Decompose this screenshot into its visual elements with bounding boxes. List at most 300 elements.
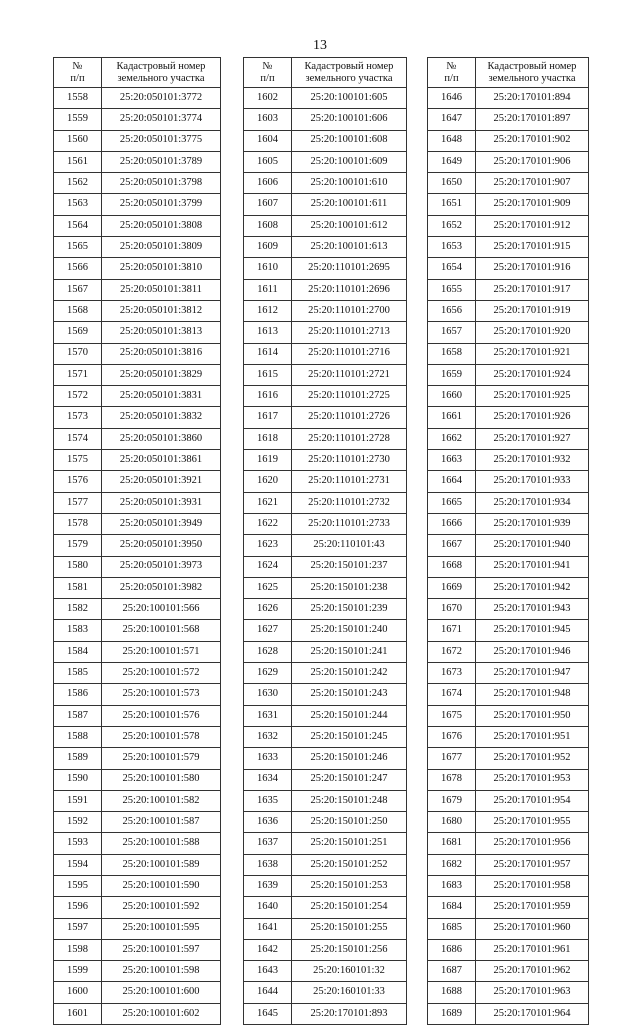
- cadastral-number-cell: 25:20:170101:897: [476, 109, 589, 130]
- table-row: [54, 450, 221, 471]
- row-number-cell: 1689: [428, 1003, 476, 1024]
- cadastral-number-cell: 25:20:170101:940: [476, 535, 589, 556]
- table-row: [244, 535, 407, 556]
- row-number-cell: 1601: [54, 1003, 102, 1024]
- table-row: [244, 322, 407, 343]
- table-row: [244, 812, 407, 833]
- row-number-cell: 1654: [428, 258, 476, 279]
- cadastral-number-cell: 25:20:150101:248: [292, 790, 407, 811]
- row-number-cell: 1619: [244, 450, 292, 471]
- row-number-cell: 1558: [54, 88, 102, 109]
- row-number-cell: 1664: [428, 471, 476, 492]
- table-row: [54, 1003, 221, 1024]
- cadastral-number-cell: 25:20:150101:247: [292, 769, 407, 790]
- row-number-cell: 1673: [428, 663, 476, 684]
- cadastral-number-cell: 25:20:110101:2695: [292, 258, 407, 279]
- cadastral-number-cell: 25:20:050101:3931: [102, 492, 221, 513]
- table-row: [428, 88, 589, 109]
- row-number-cell: 1645: [244, 1003, 292, 1024]
- table-row: [54, 88, 221, 109]
- table-row: [244, 577, 407, 598]
- cadastral-number-cell: 25:20:050101:3950: [102, 535, 221, 556]
- cadastral-number-cell: 25:20:170101:942: [476, 577, 589, 598]
- row-number-cell: 1647: [428, 109, 476, 130]
- table-row: [428, 1003, 589, 1024]
- table-row: [244, 513, 407, 534]
- table-row: [54, 854, 221, 875]
- table-row: [428, 748, 589, 769]
- row-number-cell: 1651: [428, 194, 476, 215]
- cadastral-number-cell: 25:20:150101:245: [292, 726, 407, 747]
- cadastral-number-cell: 25:20:110101:2700: [292, 300, 407, 321]
- row-number-cell: 1571: [54, 364, 102, 385]
- cadastral-number-cell: 25:20:100101:610: [292, 173, 407, 194]
- cadastral-number-cell: 25:20:100101:579: [102, 748, 221, 769]
- cadastral-number-cell: 25:20:100101:590: [102, 875, 221, 896]
- row-number-cell: 1672: [428, 641, 476, 662]
- cadastral-number-cell: 25:20:170101:953: [476, 769, 589, 790]
- table-row: [244, 237, 407, 258]
- table-row: [428, 897, 589, 918]
- row-number-cell: 1602: [244, 88, 292, 109]
- table-row: [54, 130, 221, 151]
- row-number-cell: 1590: [54, 769, 102, 790]
- header-cadastral: Кадастровый номер земельного участка: [102, 58, 221, 88]
- row-number-cell: 1614: [244, 343, 292, 364]
- cadastral-number-cell: 25:20:050101:3860: [102, 428, 221, 449]
- cadastral-number-cell: 25:20:170101:945: [476, 620, 589, 641]
- cadastral-number-cell: 25:20:110101:2726: [292, 407, 407, 428]
- table-row: [428, 620, 589, 641]
- row-number-cell: 1573: [54, 407, 102, 428]
- cadastral-number-cell: 25:20:170101:946: [476, 641, 589, 662]
- row-number-cell: 1568: [54, 300, 102, 321]
- cadastral-number-cell: 25:20:110101:43: [292, 535, 407, 556]
- table-row: [244, 790, 407, 811]
- row-number-cell: 1592: [54, 812, 102, 833]
- cadastral-number-cell: 25:20:160101:32: [292, 961, 407, 982]
- cadastral-number-cell: 25:20:050101:3798: [102, 173, 221, 194]
- cadastral-number-cell: 25:20:100101:605: [292, 88, 407, 109]
- cadastral-number-cell: 25:20:050101:3816: [102, 343, 221, 364]
- row-number-cell: 1606: [244, 173, 292, 194]
- row-number-cell: 1639: [244, 875, 292, 896]
- row-number-cell: 1564: [54, 215, 102, 236]
- table-row: [428, 684, 589, 705]
- row-number-cell: 1643: [244, 961, 292, 982]
- table-row: [54, 599, 221, 620]
- table-row: [54, 364, 221, 385]
- table-row: [54, 343, 221, 364]
- table-row: [244, 109, 407, 130]
- row-number-cell: 1594: [54, 854, 102, 875]
- row-number-cell: 1688: [428, 982, 476, 1003]
- row-number-cell: 1598: [54, 939, 102, 960]
- cadastral-number-cell: 25:20:110101:2713: [292, 322, 407, 343]
- cadastral-number-cell: 25:20:100101:578: [102, 726, 221, 747]
- cadastral-number-cell: 25:20:170101:956: [476, 833, 589, 854]
- row-number-cell: 1646: [428, 88, 476, 109]
- table-row: [428, 237, 589, 258]
- cadastral-number-cell: 25:20:150101:255: [292, 918, 407, 939]
- row-number-cell: 1684: [428, 897, 476, 918]
- row-number-cell: 1597: [54, 918, 102, 939]
- cadastral-number-cell: 25:20:170101:952: [476, 748, 589, 769]
- table-row: [428, 300, 589, 321]
- cadastral-number-cell: 25:20:100101:576: [102, 705, 221, 726]
- row-number-cell: 1617: [244, 407, 292, 428]
- cadastral-number-cell: 25:20:150101:254: [292, 897, 407, 918]
- row-number-cell: 1582: [54, 599, 102, 620]
- row-number-cell: 1585: [54, 663, 102, 684]
- table-row: [428, 471, 589, 492]
- cadastral-number-cell: 25:20:170101:893: [292, 1003, 407, 1024]
- table-row: [54, 194, 221, 215]
- cadastral-number-cell: 25:20:170101:906: [476, 151, 589, 172]
- cadastral-number-cell: 25:20:150101:238: [292, 577, 407, 598]
- row-number-cell: 1679: [428, 790, 476, 811]
- table-row: [54, 300, 221, 321]
- cadastral-number-cell: 25:20:110101:2732: [292, 492, 407, 513]
- cadastral-number-cell: 25:20:170101:915: [476, 237, 589, 258]
- table-row: [428, 322, 589, 343]
- table-row: [428, 386, 589, 407]
- table-row: [428, 599, 589, 620]
- row-number-cell: 1577: [54, 492, 102, 513]
- table-row: [428, 961, 589, 982]
- table-row: [428, 279, 589, 300]
- cadastral-number-cell: 25:20:170101:927: [476, 428, 589, 449]
- cadastral-number-cell: 25:20:050101:3982: [102, 577, 221, 598]
- table-row: [54, 237, 221, 258]
- row-number-cell: 1627: [244, 620, 292, 641]
- row-number-cell: 1608: [244, 215, 292, 236]
- cadastral-number-cell: 25:20:170101:934: [476, 492, 589, 513]
- row-number-cell: 1685: [428, 918, 476, 939]
- row-number-cell: 1621: [244, 492, 292, 513]
- row-number-cell: 1638: [244, 854, 292, 875]
- row-number-cell: 1580: [54, 556, 102, 577]
- row-number-cell: 1630: [244, 684, 292, 705]
- cadastral-number-cell: 25:20:170101:902: [476, 130, 589, 151]
- table-row: [54, 151, 221, 172]
- cadastral-number-cell: 25:20:150101:237: [292, 556, 407, 577]
- row-number-cell: 1675: [428, 705, 476, 726]
- table-row: [54, 641, 221, 662]
- row-number-cell: 1576: [54, 471, 102, 492]
- table-row: [428, 364, 589, 385]
- table-row: [54, 918, 221, 939]
- row-number-cell: 1677: [428, 748, 476, 769]
- table-row: [54, 215, 221, 236]
- cadastral-number-cell: 25:20:170101:957: [476, 854, 589, 875]
- row-number-cell: 1612: [244, 300, 292, 321]
- cadastral-number-cell: 25:20:170101:948: [476, 684, 589, 705]
- row-number-cell: 1616: [244, 386, 292, 407]
- table-row: [428, 790, 589, 811]
- table-row: [54, 322, 221, 343]
- cadastral-number-cell: 25:20:050101:3921: [102, 471, 221, 492]
- table-row: [244, 961, 407, 982]
- row-number-cell: 1607: [244, 194, 292, 215]
- row-number-cell: 1596: [54, 897, 102, 918]
- row-number-cell: 1662: [428, 428, 476, 449]
- cadastral-number-cell: 25:20:110101:2730: [292, 450, 407, 471]
- row-number-cell: 1618: [244, 428, 292, 449]
- table-row: [54, 258, 221, 279]
- table-row: [244, 726, 407, 747]
- cadastral-number-cell: 25:20:110101:2733: [292, 513, 407, 534]
- table-row: [244, 428, 407, 449]
- table-row: [244, 173, 407, 194]
- cadastral-number-cell: 25:20:100101:597: [102, 939, 221, 960]
- table-row: [244, 982, 407, 1003]
- cadastral-number-cell: 25:20:100101:595: [102, 918, 221, 939]
- cadastral-number-cell: 25:20:050101:3810: [102, 258, 221, 279]
- row-number-cell: 1641: [244, 918, 292, 939]
- table-row: [54, 726, 221, 747]
- cadastral-number-cell: 25:20:150101:242: [292, 663, 407, 684]
- table-row: [54, 173, 221, 194]
- table-row: [428, 258, 589, 279]
- row-number-cell: 1656: [428, 300, 476, 321]
- row-number-cell: 1587: [54, 705, 102, 726]
- cadastral-number-cell: 25:20:170101:941: [476, 556, 589, 577]
- row-number-cell: 1583: [54, 620, 102, 641]
- row-number-cell: 1681: [428, 833, 476, 854]
- page-number: 13: [313, 38, 327, 53]
- cadastral-number-cell: 25:20:050101:3772: [102, 88, 221, 109]
- cadastral-number-cell: 25:20:170101:894: [476, 88, 589, 109]
- row-number-cell: 1623: [244, 535, 292, 556]
- row-number-cell: 1642: [244, 939, 292, 960]
- row-number-cell: 1667: [428, 535, 476, 556]
- table-row: [244, 471, 407, 492]
- cadastral-number-cell: 25:20:050101:3832: [102, 407, 221, 428]
- table-row: [54, 386, 221, 407]
- table-row: [54, 620, 221, 641]
- row-number-cell: 1653: [428, 237, 476, 258]
- row-number-cell: 1663: [428, 450, 476, 471]
- table-row: [244, 875, 407, 896]
- row-number-cell: 1649: [428, 151, 476, 172]
- table-row: [54, 471, 221, 492]
- row-number-cell: 1670: [428, 599, 476, 620]
- table-row: [244, 854, 407, 875]
- table-row: [54, 492, 221, 513]
- cadastral-number-cell: 25:20:100101:571: [102, 641, 221, 662]
- table-row: [428, 513, 589, 534]
- cadastral-number-cell: 25:20:100101:608: [292, 130, 407, 151]
- cadastral-number-cell: 25:20:170101:907: [476, 173, 589, 194]
- cadastral-number-cell: 25:20:150101:246: [292, 748, 407, 769]
- table-row: [54, 684, 221, 705]
- cadastral-number-cell: 25:20:170101:943: [476, 599, 589, 620]
- row-number-cell: 1659: [428, 364, 476, 385]
- cadastral-number-cell: 25:20:170101:924: [476, 364, 589, 385]
- cadastral-number-cell: 25:20:170101:921: [476, 343, 589, 364]
- table-row: [54, 577, 221, 598]
- row-number-cell: 1658: [428, 343, 476, 364]
- row-number-cell: 1579: [54, 535, 102, 556]
- row-number-cell: 1609: [244, 237, 292, 258]
- row-number-cell: 1671: [428, 620, 476, 641]
- row-number-cell: 1560: [54, 130, 102, 151]
- header-num: № п/п: [244, 58, 292, 88]
- row-number-cell: 1668: [428, 556, 476, 577]
- row-number-cell: 1589: [54, 748, 102, 769]
- cadastral-number-cell: 25:20:150101:256: [292, 939, 407, 960]
- table-row: [244, 939, 407, 960]
- table-row: [54, 109, 221, 130]
- row-number-cell: 1622: [244, 513, 292, 534]
- row-number-cell: 1636: [244, 812, 292, 833]
- table-row: [428, 215, 589, 236]
- row-number-cell: 1567: [54, 279, 102, 300]
- cadastral-number-cell: 25:20:170101:951: [476, 726, 589, 747]
- cadastral-number-cell: 25:20:110101:2725: [292, 386, 407, 407]
- row-number-cell: 1599: [54, 961, 102, 982]
- table-row: [428, 343, 589, 364]
- cadastral-number-cell: 25:20:150101:253: [292, 875, 407, 896]
- table-row: [428, 535, 589, 556]
- table-row: [428, 982, 589, 1003]
- row-number-cell: 1586: [54, 684, 102, 705]
- cadastral-number-cell: 25:20:110101:2721: [292, 364, 407, 385]
- cadastral-number-cell: 25:20:100101:606: [292, 109, 407, 130]
- row-number-cell: 1611: [244, 279, 292, 300]
- row-number-cell: 1687: [428, 961, 476, 982]
- cadastral-number-cell: 25:20:150101:250: [292, 812, 407, 833]
- cadastral-number-cell: 25:20:170101:916: [476, 258, 589, 279]
- cadastral-number-cell: 25:20:050101:3829: [102, 364, 221, 385]
- table-row: [54, 513, 221, 534]
- row-number-cell: 1610: [244, 258, 292, 279]
- table-row: [244, 151, 407, 172]
- row-number-cell: 1588: [54, 726, 102, 747]
- table-row: [54, 705, 221, 726]
- cadastral-number-cell: 25:20:150101:241: [292, 641, 407, 662]
- table-row: [54, 769, 221, 790]
- table-row: [244, 684, 407, 705]
- cadastral-number-cell: 25:20:170101:959: [476, 897, 589, 918]
- table-row: [428, 663, 589, 684]
- row-number-cell: 1635: [244, 790, 292, 811]
- cadastral-number-cell: 25:20:050101:3861: [102, 450, 221, 471]
- cadastral-number-cell: 25:20:100101:613: [292, 237, 407, 258]
- row-number-cell: 1591: [54, 790, 102, 811]
- cadastral-number-cell: 25:20:050101:3812: [102, 300, 221, 321]
- cadastral-number-cell: 25:20:100101:582: [102, 790, 221, 811]
- cadastral-number-cell: 25:20:170101:920: [476, 322, 589, 343]
- table-row: [54, 663, 221, 684]
- cadastral-number-cell: 25:20:170101:958: [476, 875, 589, 896]
- cadastral-number-cell: 25:20:150101:239: [292, 599, 407, 620]
- row-number-cell: 1637: [244, 833, 292, 854]
- table-row: [428, 939, 589, 960]
- table-row: [428, 705, 589, 726]
- row-number-cell: 1632: [244, 726, 292, 747]
- row-number-cell: 1615: [244, 364, 292, 385]
- table-header: [244, 58, 407, 88]
- table-row: [244, 450, 407, 471]
- table-row: [244, 258, 407, 279]
- row-number-cell: 1682: [428, 854, 476, 875]
- row-number-cell: 1605: [244, 151, 292, 172]
- row-number-cell: 1633: [244, 748, 292, 769]
- table-row: [428, 769, 589, 790]
- row-number-cell: 1657: [428, 322, 476, 343]
- row-number-cell: 1629: [244, 663, 292, 684]
- cadastral-number-cell: 25:20:110101:2728: [292, 428, 407, 449]
- table-row: [244, 1003, 407, 1024]
- table-row: [54, 833, 221, 854]
- table-row: [428, 151, 589, 172]
- cadastral-number-cell: 25:20:170101:939: [476, 513, 589, 534]
- row-number-cell: 1566: [54, 258, 102, 279]
- cadastral-number-cell: 25:20:150101:251: [292, 833, 407, 854]
- table-row: [428, 407, 589, 428]
- cadastral-number-cell: 25:20:150101:243: [292, 684, 407, 705]
- cadastral-number-cell: 25:20:100101:588: [102, 833, 221, 854]
- cadastral-number-cell: 25:20:100101:572: [102, 663, 221, 684]
- row-number-cell: 1625: [244, 577, 292, 598]
- table-row: [428, 812, 589, 833]
- row-number-cell: 1669: [428, 577, 476, 598]
- table-row: [244, 897, 407, 918]
- cadastral-number-cell: 25:20:050101:3775: [102, 130, 221, 151]
- cadastral-number-cell: 25:20:100101:611: [292, 194, 407, 215]
- row-number-cell: 1581: [54, 577, 102, 598]
- table-row: [428, 875, 589, 896]
- row-number-cell: 1595: [54, 875, 102, 896]
- table-row: [244, 407, 407, 428]
- row-number-cell: 1631: [244, 705, 292, 726]
- cadastral-number-cell: 25:20:100101:598: [102, 961, 221, 982]
- cadastral-number-cell: 25:20:050101:3799: [102, 194, 221, 215]
- cadastral-number-cell: 25:20:050101:3813: [102, 322, 221, 343]
- table-row: [54, 982, 221, 1003]
- row-number-cell: 1593: [54, 833, 102, 854]
- table-row: [244, 279, 407, 300]
- cadastral-number-cell: 25:20:170101:947: [476, 663, 589, 684]
- cadastral-number-cell: 25:20:100101:609: [292, 151, 407, 172]
- cadastral-number-cell: 25:20:170101:919: [476, 300, 589, 321]
- header-cadastral: Кадастровый номер земельного участка: [476, 58, 589, 88]
- cadastral-number-cell: 25:20:170101:925: [476, 386, 589, 407]
- cadastral-number-cell: 25:20:170101:960: [476, 918, 589, 939]
- table-row: [244, 641, 407, 662]
- row-number-cell: 1570: [54, 343, 102, 364]
- row-number-cell: 1655: [428, 279, 476, 300]
- cadastral-number-cell: 25:20:100101:592: [102, 897, 221, 918]
- cadastral-number-cell: 25:20:050101:3809: [102, 237, 221, 258]
- cadastral-number-cell: 25:20:170101:962: [476, 961, 589, 982]
- row-number-cell: 1678: [428, 769, 476, 790]
- cadastral-number-cell: 25:20:170101:964: [476, 1003, 589, 1024]
- row-number-cell: 1569: [54, 322, 102, 343]
- cadastral-number-cell: 25:20:170101:912: [476, 215, 589, 236]
- row-number-cell: 1628: [244, 641, 292, 662]
- header-cadastral: Кадастровый номер земельного участка: [292, 58, 407, 88]
- cadastral-number-cell: 25:20:150101:252: [292, 854, 407, 875]
- table-row: [244, 599, 407, 620]
- table-row: [244, 492, 407, 513]
- row-number-cell: 1683: [428, 875, 476, 896]
- table-row: [428, 556, 589, 577]
- row-number-cell: 1565: [54, 237, 102, 258]
- header-num: № п/п: [54, 58, 102, 88]
